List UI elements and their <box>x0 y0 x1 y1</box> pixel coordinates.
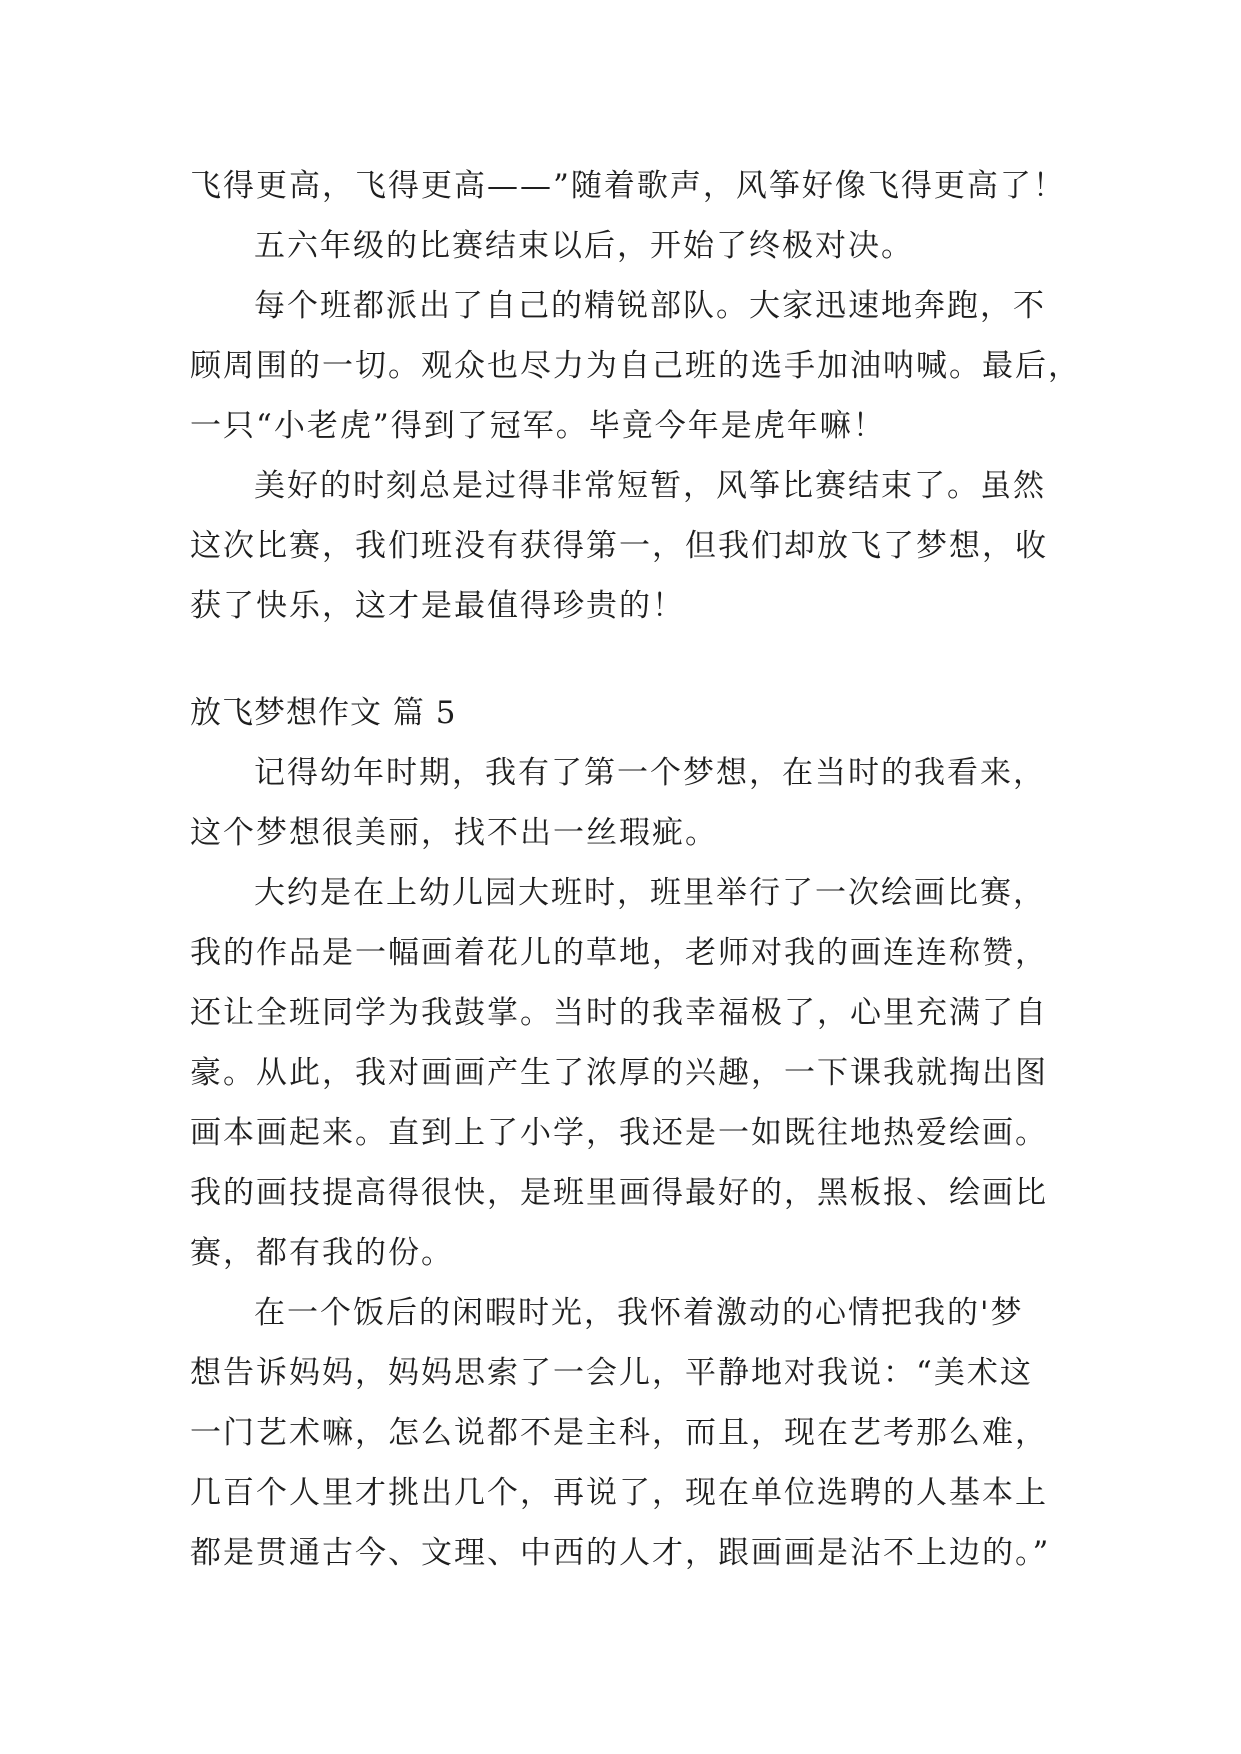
text-line: 获了快乐，这才是最值得珍贵的！ <box>190 588 685 624</box>
text-line: 记得幼年时期，我有了第一个梦想，在当时的我看来， <box>254 755 1046 791</box>
text-line: 一门艺术嘛，怎么说都不是主科，而且，现在艺考那么难， <box>190 1415 1048 1451</box>
text-line: 这个梦想很美丽，找不出一丝瑕疵。 <box>190 815 718 851</box>
text-line: 大约是在上幼儿园大班时，班里举行了一次绘画比赛， <box>254 875 1046 911</box>
text-line: 我的画技提高得很快，是班里画得最好的，黑板报、绘画比 <box>190 1175 1048 1211</box>
text-line: 几百个人里才挑出几个，再说了，现在单位选聘的人基本上 <box>190 1475 1048 1511</box>
section-heading: 放飞梦想作文 篇 5 <box>190 695 457 731</box>
text-line: 想告诉妈妈，妈妈思索了一会儿，平静地对我说：“美术这 <box>190 1355 1033 1391</box>
text-line: 五六年级的比赛结束以后，开始了终极对决。 <box>254 228 914 264</box>
text-line: 顾周围的一切。观众也尽力为自己班的选手加油呐喊。最后， <box>190 348 1081 384</box>
text-line: 这次比赛，我们班没有获得第一，但我们却放飞了梦想，收 <box>190 528 1048 564</box>
text-line: 还让全班同学为我鼓掌。当时的我幸福极了，心里充满了自 <box>190 995 1048 1031</box>
text-line: 赛，都有我的份。 <box>190 1235 454 1271</box>
text-line: 每个班都派出了自己的精锐部队。大家迅速地奔跑，不 <box>254 288 1046 324</box>
text-line: 我的作品是一幅画着花儿的草地，老师对我的画连连称赞， <box>190 935 1048 971</box>
text-line: 飞得更高，飞得更高——”随着歌声，风筝好像飞得更高了！ <box>190 168 1066 204</box>
text-line: 豪。从此，我对画画产生了浓厚的兴趣，一下课我就掏出图 <box>190 1055 1048 1091</box>
text-line: 一只“小老虎”得到了冠军。毕竟今年是虎年嘛！ <box>190 408 886 444</box>
text-line: 画本画起来。直到上了小学，我还是一如既往地热爱绘画。 <box>190 1115 1048 1151</box>
text-line: 在一个饭后的闲暇时光，我怀着激动的心情把我的'梦 <box>254 1295 1024 1331</box>
text-line: 美好的时刻总是过得非常短暂，风筝比赛结束了。虽然 <box>254 468 1046 504</box>
text-line: 都是贯通古今、文理、中西的人才，跟画画是沾不上边的。” <box>190 1535 1051 1571</box>
